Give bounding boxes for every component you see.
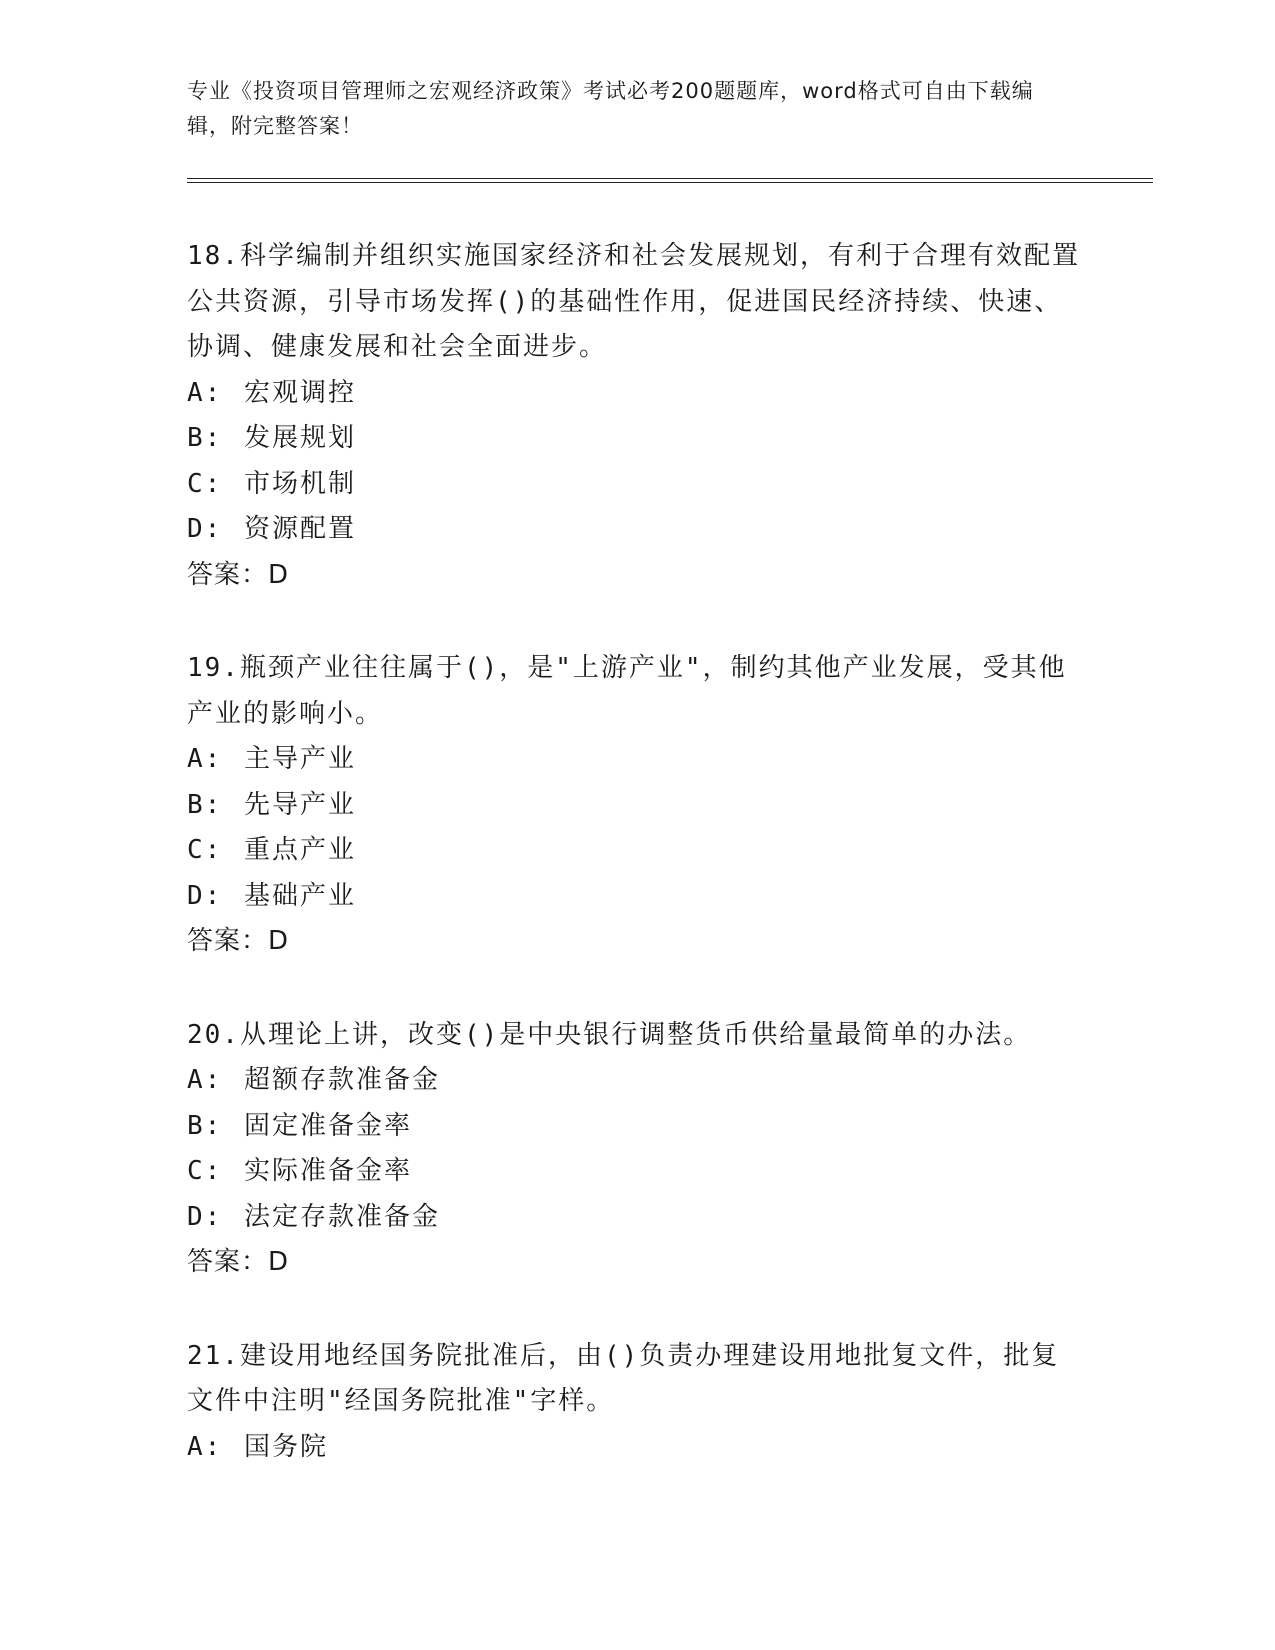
option-letter: D: — [187, 880, 223, 911]
option-d — [187, 874, 1087, 920]
option-b — [187, 416, 1087, 462]
option-letter: A: — [187, 377, 223, 408]
option-letter: C: — [187, 835, 223, 865]
option-letter: B: — [187, 789, 223, 820]
option-c — [187, 1149, 1087, 1195]
option-letter: B: — [187, 423, 223, 453]
option-text: 重点产业 — [243, 835, 356, 865]
option-text: 超额存款准备金 — [243, 1065, 440, 1095]
option-c — [187, 828, 1087, 874]
answer: 答案：D — [187, 926, 290, 956]
option-letter: D: — [187, 1201, 223, 1232]
option-d — [187, 507, 1087, 553]
question-20 — [187, 1013, 1087, 1286]
header-text: 专业《投资项目管理师之宏观经济政策》考试必考200题题库，word格式可自由下载编辑，附完整答案！ — [187, 79, 1034, 138]
option-text: 先导产业 — [243, 789, 356, 820]
option-c — [187, 462, 1087, 508]
answer: 答案：D — [187, 559, 290, 590]
option-text: 主导产业 — [243, 744, 356, 774]
header-divider-top — [187, 178, 1153, 179]
option-letter: C: — [187, 468, 223, 499]
option-text: 国务院 — [243, 1431, 328, 1462]
option-a — [187, 1058, 1087, 1104]
option-text: 基础产业 — [243, 880, 356, 911]
option-text: 宏观调控 — [243, 377, 356, 408]
option-text: 资源配置 — [243, 514, 356, 544]
option-a — [187, 737, 1087, 783]
option-b — [187, 783, 1087, 829]
option-b — [187, 1104, 1087, 1150]
option-letter: D: — [187, 514, 223, 544]
answer: 答案：D — [187, 1247, 290, 1277]
option-letter: A: — [187, 1431, 223, 1462]
option-letter: B: — [187, 1110, 223, 1141]
option-letter: C: — [187, 1156, 223, 1186]
question-text: 21.建设用地经国务院批准后，由()负责办理建设用地批复文件，批复文件中注明"经国务院批准"字样。 — [187, 1340, 1060, 1416]
question-text: 20.从理论上讲，改变()是中央银行调整货币供给量最简单的办法。 — [187, 1019, 1032, 1050]
question-19 — [187, 646, 1087, 965]
option-text: 法定存款准备金 — [243, 1201, 440, 1232]
question-18 — [187, 234, 1087, 598]
option-text: 市场机制 — [243, 468, 356, 499]
document-header — [187, 74, 1067, 144]
question-list — [187, 234, 1087, 1518]
header-divider-bottom — [187, 182, 1153, 183]
option-text: 固定准备金率 — [243, 1110, 412, 1141]
option-d — [187, 1195, 1087, 1241]
question-21 — [187, 1334, 1087, 1471]
option-text: 发展规划 — [243, 423, 356, 453]
option-text: 实际准备金率 — [243, 1156, 412, 1186]
option-letter: A: — [187, 1065, 223, 1095]
option-letter: A: — [187, 744, 223, 774]
question-text: 19.瓶颈产业往往属于()，是"上游产业"，制约其他产业发展，受其他产业的影响小。 — [187, 653, 1067, 729]
option-a — [187, 1425, 1087, 1471]
option-a — [187, 371, 1087, 417]
question-text: 18.科学编制并组织实施国家经济和社会发展规划，有利于合理有效配置公共资源，引导市场发挥()的基础性作用，促进国民经济持续、快速、协调、健康发展和社会全面进步。 — [187, 241, 1080, 362]
